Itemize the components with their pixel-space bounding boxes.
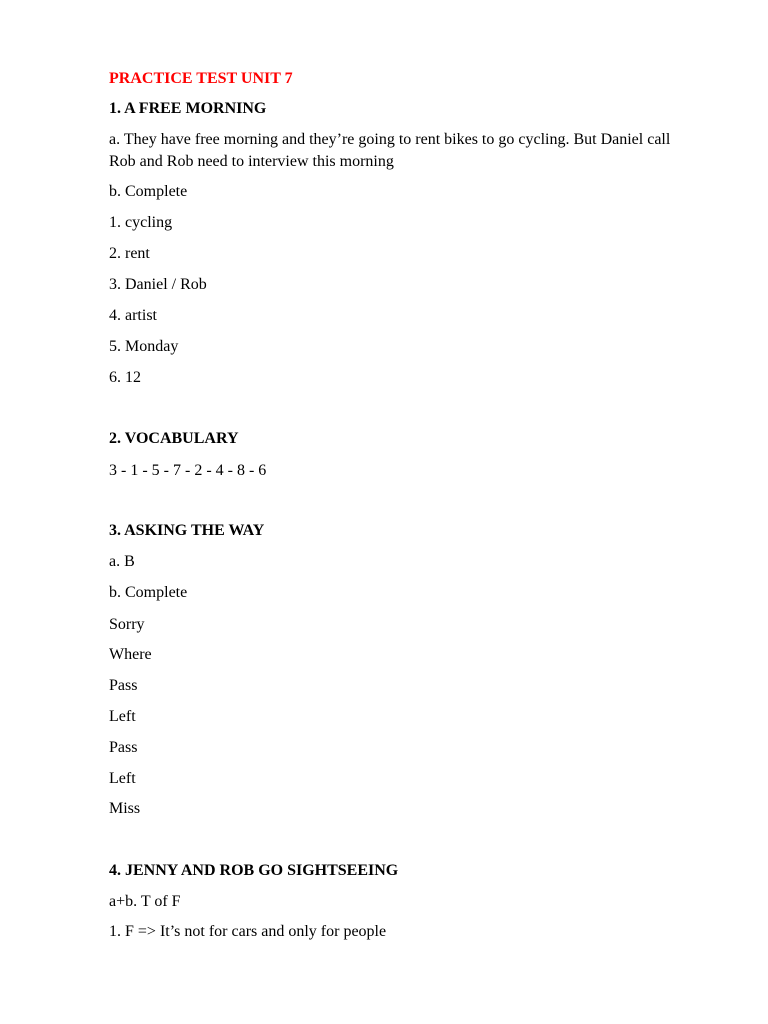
section-1-item: 6. 12 xyxy=(109,369,141,386)
section-3-heading: 3. ASKING THE WAY xyxy=(109,522,265,539)
section-1-item: 2. rent xyxy=(109,245,150,262)
section-1-item: 5. Monday xyxy=(109,338,179,355)
section-4-part-ab: a+b. T of F xyxy=(109,893,181,910)
section-2-heading: 2. VOCABULARY xyxy=(109,430,239,447)
section-3-part-b: b. Complete xyxy=(109,584,188,601)
section-1-part-a: a. They have free morning and they’re going to rent bikes to go cycling. But Daniel call Rob and Rob need to interview this morning xyxy=(109,131,671,170)
section-4-heading: 4. JENNY AND ROB GO SIGHTSEEING xyxy=(109,862,399,879)
section-3-item: Pass xyxy=(109,739,138,756)
section-1-part-b: b. Complete xyxy=(109,183,188,200)
section-3-item: Where xyxy=(109,646,152,663)
section-3-item: Pass xyxy=(109,677,138,694)
document-title: PRACTICE TEST UNIT 7 xyxy=(109,70,293,87)
section-1-item: 3. Daniel / Rob xyxy=(109,276,207,293)
section-2-answer: 3 - 1 - 5 - 7 - 2 - 4 - 8 - 6 xyxy=(109,462,267,479)
section-3-item: Left xyxy=(109,770,136,787)
section-3-item: Miss xyxy=(109,800,141,817)
section-3-item: Sorry xyxy=(109,616,145,633)
section-1-item: 1. cycling xyxy=(109,214,173,231)
section-1-heading: 1. A FREE MORNING xyxy=(109,100,267,117)
section-3-part-a: a. B xyxy=(109,553,135,570)
section-3-item: Left xyxy=(109,708,136,725)
section-4-item: 1. F => It’s not for cars and only for people xyxy=(109,923,387,940)
section-1-item: 4. artist xyxy=(109,307,157,324)
